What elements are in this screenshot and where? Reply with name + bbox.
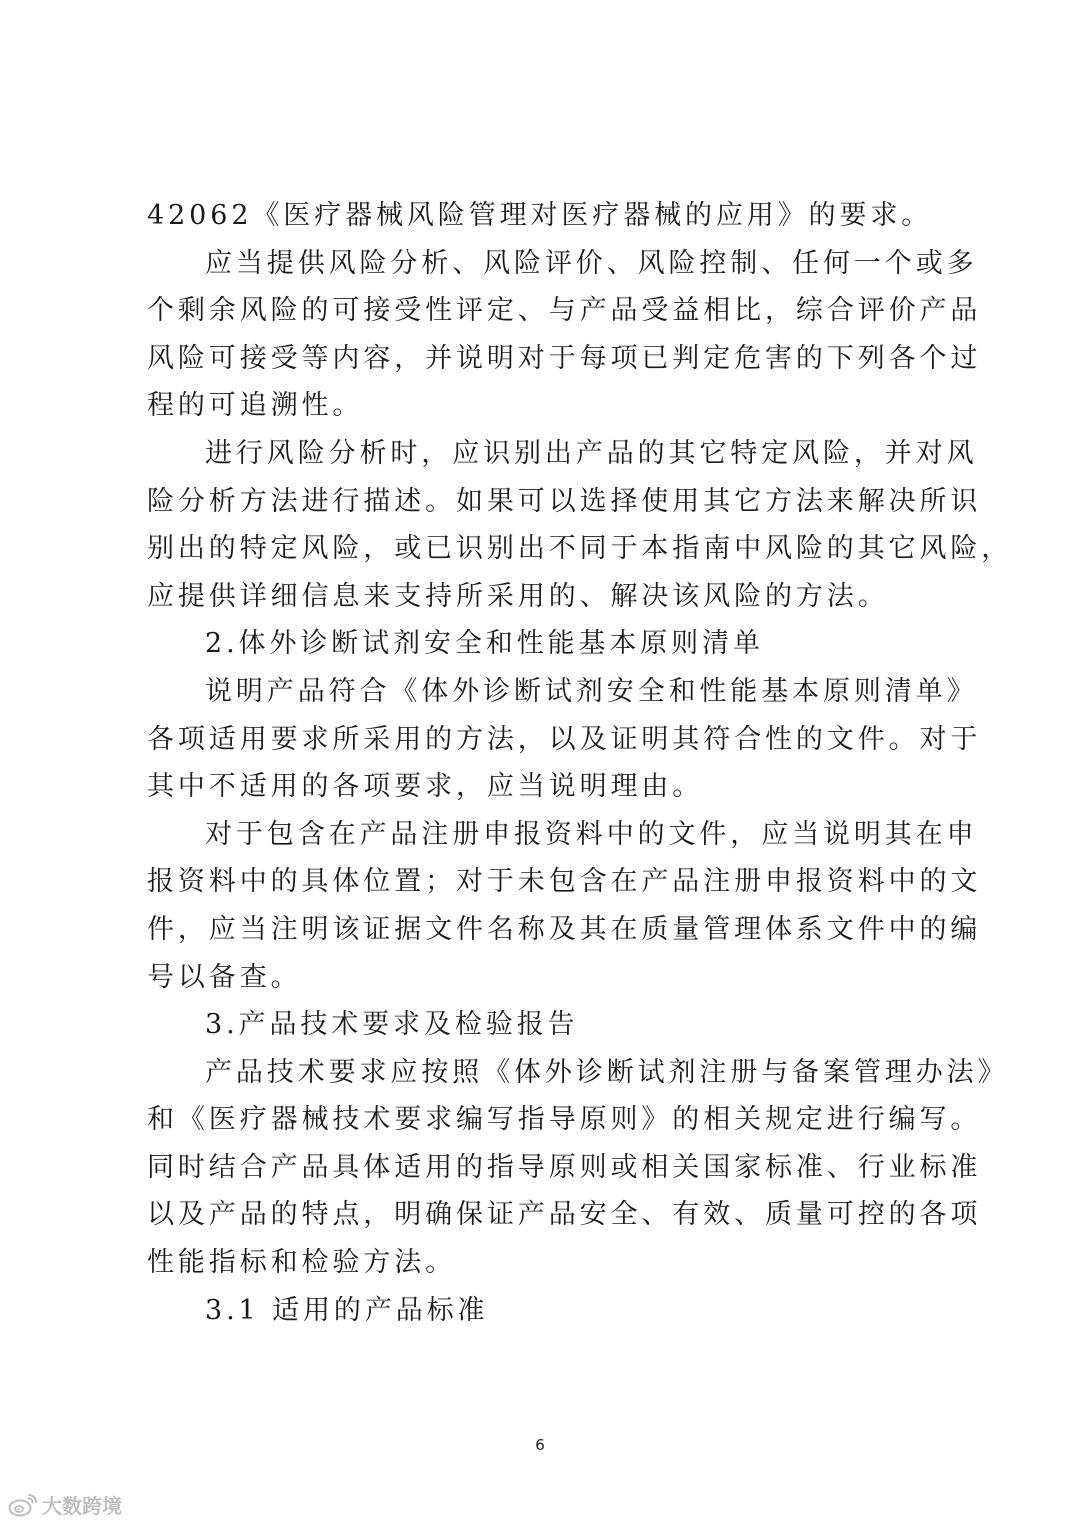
text-line: 以及产品的特点，明确保证产品安全、有效、质量可控的各项 bbox=[147, 1199, 982, 1231]
weibo-logo-icon bbox=[8, 1492, 38, 1518]
text-line: 号以备查。 bbox=[147, 961, 302, 993]
text-line: 和《医疗器械技术要求编写指导原则》的相关规定进行编写。 bbox=[147, 1104, 982, 1136]
text-line: 件，应当注明该证据文件名称及其在质量管理体系文件中的编 bbox=[147, 913, 982, 945]
document-body bbox=[147, 192, 1013, 1334]
text-line: 说明产品符合《体外诊断试剂安全和性能基本原则清单》 bbox=[205, 675, 978, 707]
text-line: 其中不适用的各项要求，应当说明理由。 bbox=[147, 771, 704, 803]
text-line: 应当提供风险分析、风险评价、风险控制、任何一个或多 bbox=[205, 247, 978, 279]
text-line: 应提供详细信息来支持所采用的、解决该风险的方法。 bbox=[147, 580, 889, 612]
text-line: 对于包含在产品注册申报资料中的文件，应当说明其在申 bbox=[205, 818, 978, 850]
text-line: 别出的特定风险，或已识别出不同于本指南中风险的其它风险， bbox=[147, 533, 1013, 565]
text-line: 42062《医疗器械风险管理对医疗器械的应用》的要求。 bbox=[147, 200, 933, 231]
text-line: 险分析方法进行描述。如果可以选择使用其它方法来解决所识 bbox=[147, 485, 982, 517]
text-line: 3.产品技术要求及检验报告 bbox=[205, 1009, 579, 1041]
text-line: 3.1 适用的产品标准 bbox=[205, 1294, 489, 1326]
page-number: 6 bbox=[535, 1436, 545, 1454]
text-line: 风险可接受等内容，并说明对于每项已判定危害的下列各个过 bbox=[147, 342, 982, 374]
text-line: 报资料中的具体位置；对于未包含在产品注册申报资料中的文 bbox=[147, 866, 982, 898]
text-line: 同时结合产品具体适用的指导原则或相关国家标准、行业标准 bbox=[147, 1151, 982, 1183]
text-line: 2.体外诊断试剂安全和性能基本原则清单 bbox=[205, 628, 764, 660]
text-line: 性能指标和检验方法。 bbox=[147, 1247, 456, 1279]
watermark bbox=[8, 1490, 122, 1519]
text-line: 产品技术要求应按照《体外诊断试剂注册与备案管理办法》 bbox=[205, 1056, 1009, 1088]
text-line: 进行风险分析时，应识别出产品的其它特定风险，并对风 bbox=[205, 437, 978, 469]
text-line: 个剩余风险的可接受性评定、与产品受益相比，综合评价产品 bbox=[147, 295, 982, 327]
watermark-text: 大数跨境 bbox=[42, 1494, 122, 1518]
text-line: 程的可追溯性。 bbox=[147, 390, 364, 422]
text-line: 各项适用要求所采用的方法，以及证明其符合性的文件。对于 bbox=[147, 723, 982, 755]
